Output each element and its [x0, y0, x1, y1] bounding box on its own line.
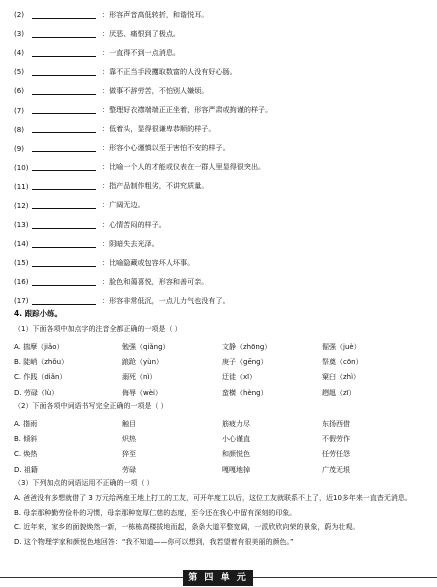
option-item: 劳碌: [122, 465, 136, 474]
definition-row: [14, 5, 429, 24]
definition-row: [14, 253, 429, 272]
option-row[interactable]: [14, 447, 429, 462]
question-2-stem: （2）下面各项中词语书写完全正确的一项是（ ）: [14, 402, 168, 410]
definition-row: [14, 272, 429, 291]
option-item: 侮辱（wèi）: [122, 388, 162, 397]
option-paragraph[interactable]: A. 爸爸没有多想就借了 3 万元给两座王地上打工的工友，可开年度工以后，这位工友就联系不上了，近10多年来一直杳无消息。: [14, 494, 412, 502]
option-item: 东扬西借: [322, 419, 350, 428]
option-item: 筋疲力尽: [222, 419, 250, 428]
definition-number: (10): [14, 162, 29, 172]
answer-blank[interactable]: [32, 87, 96, 95]
answer-blank[interactable]: [32, 11, 96, 19]
option-first-item: A. 揩雨: [14, 419, 38, 428]
definition-row: [14, 177, 429, 196]
option-item: 文静（zhōng）: [222, 342, 272, 351]
section-title: 4. 跟踪小练。: [14, 309, 63, 318]
option-first-item: D. 祖籍: [14, 465, 38, 474]
option-item: 任劳任怨: [322, 450, 350, 459]
option-first-item: C. 焕热: [14, 450, 38, 459]
definition-text: ：比喻一个人的才能或仪表在一群人里显得很突出。: [102, 162, 266, 172]
option-item: 广茂无垠: [322, 465, 350, 474]
answer-blank[interactable]: [32, 144, 96, 152]
definition-text: ：形容小心谨慎以至于害怕不安的样子。: [102, 143, 230, 153]
option-item: 触目: [122, 419, 136, 428]
question-2-options: [14, 416, 429, 478]
option-paragraph[interactable]: B. 母亲那种勤劳俭朴的习惯，母亲那种宽厚仁慈的态度，至今还在我心中留有深刻的印象。: [14, 508, 297, 517]
answer-blank[interactable]: [32, 125, 96, 133]
option-item: 和颜悦色: [222, 450, 250, 459]
definition-row: [14, 120, 429, 139]
definition-number: (5): [14, 67, 25, 77]
answer-blank[interactable]: [32, 49, 96, 57]
option-item: 小心谨直: [222, 435, 250, 444]
definition-text: ：心情苦闷的样子。: [102, 219, 166, 229]
option-paragraph[interactable]: C. 近年来，家乡的面貌焕然一新，一栋栋高楼拔地而起，条条大道平整宽阔，一派欣欣向荣的景象，蔚为壮观。: [14, 523, 360, 531]
definition-row: [14, 100, 429, 119]
answer-blank[interactable]: [32, 201, 96, 209]
option-item: 踉跄（yùn）: [122, 358, 164, 367]
answer-blank[interactable]: [32, 106, 96, 114]
option-row[interactable]: [14, 339, 429, 354]
definition-row: [14, 291, 429, 310]
definition-number: (9): [14, 143, 25, 153]
definition-number: (13): [14, 220, 29, 230]
definition-text: ：整理好衣襟端端正正坐着，形容严肃或拘谨的样子。: [102, 105, 273, 115]
unit-title: 第 四 单 元: [183, 570, 253, 586]
option-first-item: B. 倾斜: [14, 435, 38, 444]
option-first-item: A. 揣摩（jiǎo）: [14, 342, 64, 351]
option-row[interactable]: [14, 431, 429, 446]
option-item: 嘎嘎地掉: [222, 465, 250, 474]
definition-text: ：靠不正当手段攫取数富的人没有好心肠。: [102, 66, 237, 76]
definition-text: ：比喻隐藏或包容坏人坏事。: [102, 257, 195, 267]
option-item: 迂徒（xī）: [222, 373, 257, 382]
option-row[interactable]: [14, 370, 429, 385]
definition-row: [14, 215, 429, 234]
definition-number: (12): [14, 200, 29, 210]
option-row[interactable]: [14, 385, 429, 400]
definition-row: [14, 24, 429, 43]
option-paragraph[interactable]: D. 这个物理学家和颜悦色地回答：“我不知道——你可以想到，我若望着有很美丽的颜色。”: [14, 537, 294, 546]
answer-blank[interactable]: [32, 182, 96, 190]
definition-number: (17): [14, 296, 29, 306]
definition-row: [14, 158, 429, 177]
definition-text: ：形容非常低沉，一点儿力气也没有了。: [102, 295, 230, 305]
definition-row: [14, 139, 429, 158]
option-row[interactable]: [14, 462, 429, 477]
answer-blank[interactable]: [32, 259, 96, 267]
definition-number: (16): [14, 277, 29, 287]
definition-text: ：低着头，显得很谦卑恭顺的样子。: [102, 124, 216, 134]
option-item: 溺死（nì）: [122, 373, 157, 382]
definition-text: ：做事不辞劳苦，不怕别人嫌烦。: [102, 85, 209, 95]
answer-blank[interactable]: [32, 30, 96, 38]
option-item: 庚子（gēng）: [222, 358, 268, 367]
option-item: 窠臼（zhì）: [322, 373, 361, 382]
definition-number: (15): [14, 258, 29, 268]
answer-blank[interactable]: [32, 278, 96, 286]
definition-number: (6): [14, 86, 25, 96]
option-item: 勉强（qiǎng）: [122, 342, 170, 351]
definition-text: ：广阔无边。: [102, 200, 145, 210]
answer-blank[interactable]: [32, 240, 96, 248]
definition-text: ：形容声音高低转折，和谐悦耳。: [102, 9, 209, 19]
option-item: 祭奠（cōn）: [322, 358, 363, 367]
option-item: 炽热: [122, 435, 136, 444]
definition-text: ：厌恶、痛恨到了极点。: [102, 28, 181, 38]
definition-number: (2): [14, 10, 25, 20]
option-first-item: C. 作践（diǎn）: [14, 373, 67, 382]
option-item: 蛮横（hèng）: [222, 388, 268, 397]
option-row[interactable]: [14, 354, 429, 369]
question-3-stem: （3）下列加点的词语运用不正确的一项（ ）: [14, 479, 154, 487]
definition-text: ：脸色和蔼喜悦，形容和善可亲。: [102, 276, 209, 286]
definition-row: [14, 196, 429, 215]
option-first-item: B. 陡峭（zhǒu）: [14, 358, 69, 367]
definition-row: [14, 81, 429, 100]
definition-row: [14, 62, 429, 81]
option-row[interactable]: [14, 416, 429, 431]
option-item: 倔强（juè）: [322, 342, 361, 351]
answer-blank[interactable]: [32, 297, 96, 305]
definition-text: ：阴暗失去光泽。: [102, 238, 159, 248]
option-first-item: D. 劳碌（lù）: [14, 388, 59, 397]
answer-blank[interactable]: [32, 163, 96, 171]
definition-row: [14, 43, 429, 62]
answer-blank[interactable]: [32, 221, 96, 229]
definition-text: ：一直得不到一点消息。: [102, 47, 181, 57]
definition-number: (14): [14, 239, 29, 249]
definition-number: (11): [14, 181, 29, 191]
definition-number: (4): [14, 48, 25, 58]
definition-number: (3): [14, 29, 25, 39]
answer-blank[interactable]: [32, 68, 96, 76]
option-item: 趔趄（zī）: [322, 388, 356, 397]
definition-row: [14, 234, 429, 253]
option-item: 猝至: [122, 450, 136, 459]
definition-text: ：指产品制作粗劣，不讲究质量。: [102, 181, 209, 191]
question-3-options: [14, 491, 427, 549]
option-item: 不假劳作: [322, 435, 350, 444]
question-1-stem: （1）下面各项中加点字的注音全都正确的一项是（ ）: [14, 325, 182, 333]
question-1-options: [14, 339, 429, 401]
definition-number: (7): [14, 105, 25, 115]
definition-number: (8): [14, 124, 25, 134]
definitions-list: [14, 5, 429, 311]
